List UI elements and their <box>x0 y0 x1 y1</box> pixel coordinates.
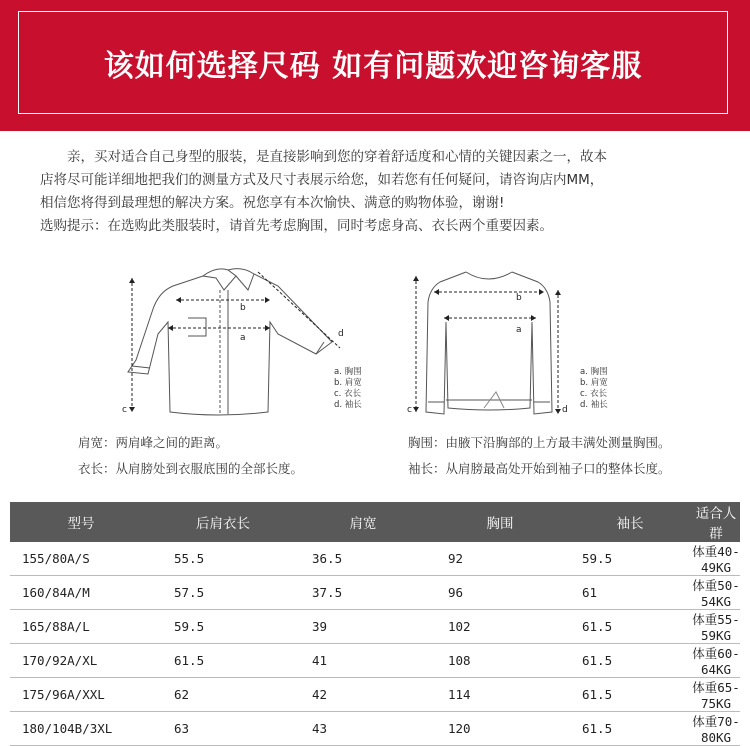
table-cell: 61.5 <box>152 644 294 678</box>
table-cell: 42 <box>294 678 432 712</box>
table-cell: 59.5 <box>152 610 294 644</box>
table-cell: 体重60-64KG <box>692 644 740 678</box>
sweater-label-c: c <box>407 405 412 415</box>
definitions-right <box>408 430 671 482</box>
shirt-label-d: d <box>338 329 344 339</box>
intro-line-1: 亲，买对适合自己身型的服装，是直接影响到您的穿着舒适度和心情的关键因素之一，故本 <box>67 149 607 165</box>
table-cell: 体重55-59KG <box>692 610 740 644</box>
table-cell: 37.5 <box>294 576 432 610</box>
banner-frame <box>18 11 728 114</box>
table-cell: 92 <box>432 542 568 576</box>
table-cell: 体重50-54KG <box>692 576 740 610</box>
definition-sleeve: 袖长：从肩膀最高处开始到袖子口的整体长度。 <box>408 461 671 476</box>
shirt-legend-item: a. 胸围 <box>334 367 362 377</box>
table-cell: 165/88A/L <box>10 610 152 644</box>
sweater-diagram <box>400 262 580 427</box>
table-cell: 36.5 <box>294 542 432 576</box>
shirt-legend-item: b. 肩宽 <box>334 378 362 388</box>
header-cell: 型号 <box>10 502 152 542</box>
table-row <box>10 712 740 746</box>
shirt-diagram <box>118 262 358 427</box>
table-cell: 62 <box>152 678 294 712</box>
table-cell: 61.5 <box>568 678 692 712</box>
header-cell: 肩宽 <box>294 502 432 542</box>
intro-line-4: 选购提示：在选购此类服装时，请首先考虑胸围，同时考虑身高、衣长两个重要因素。 <box>40 218 553 234</box>
table-cell: 体重70-80KG <box>692 712 740 746</box>
definitions-left <box>78 430 303 482</box>
table-row <box>10 576 740 610</box>
shirt-legend-item: d. 袖长 <box>334 400 362 410</box>
table-cell: 170/92A/XL <box>10 644 152 678</box>
header-banner <box>0 0 750 131</box>
shirt-legend-item: c. 衣长 <box>334 389 362 399</box>
header-cell: 袖长 <box>568 502 692 542</box>
table-cell: 59.5 <box>568 542 692 576</box>
sweater-legend-item: b. 肩宽 <box>580 378 608 388</box>
table-row <box>10 610 740 644</box>
sweater-legend <box>580 367 608 411</box>
table-cell: 102 <box>432 610 568 644</box>
header-cell: 后肩衣长 <box>152 502 294 542</box>
shirt-label-b: b <box>240 303 246 313</box>
shirt-label-c: c <box>122 405 127 415</box>
table-cell: 96 <box>432 576 568 610</box>
table-header-row <box>10 502 740 542</box>
intro-text <box>40 146 720 238</box>
table-cell: 43 <box>294 712 432 746</box>
intro-line-3: 相信您将得到最理想的解决方案。祝您享有本次愉快、满意的购物体验，谢谢! <box>40 195 505 211</box>
intro-line-2: 店将尽可能详细地把我们的测量方式及尺寸表展示给您，如若您有任何疑问，请咨询店内MM， <box>40 172 604 188</box>
sweater-label-a: a <box>516 325 522 335</box>
table-cell: 175/96A/XXL <box>10 678 152 712</box>
sweater-legend-item: d. 袖长 <box>580 400 608 410</box>
sweater-label-b: b <box>516 293 522 303</box>
sweater-label-d: d <box>562 405 568 415</box>
header-cell: 适合人群 <box>692 502 740 542</box>
table-row <box>10 678 740 712</box>
definition-length: 衣长：从肩膀处到衣服底围的全部长度。 <box>78 461 304 476</box>
table-cell: 61.5 <box>568 712 692 746</box>
table-cell: 57.5 <box>152 576 294 610</box>
shirt-legend <box>334 367 362 411</box>
table-cell: 41 <box>294 644 432 678</box>
definition-shoulder: 肩宽：两肩峰之间的距离。 <box>78 435 229 450</box>
sweater-legend-item: a. 胸围 <box>580 367 608 377</box>
shirt-label-a: a <box>240 333 246 343</box>
sweater-legend-item: c. 衣长 <box>580 389 608 399</box>
table-cell: 114 <box>432 678 568 712</box>
header-cell: 胸围 <box>432 502 568 542</box>
table-cell: 108 <box>432 644 568 678</box>
table-row <box>10 542 740 576</box>
banner-title: 该如何选择尺码 如有问题欢迎咨询客服 <box>103 48 643 84</box>
table-cell: 120 <box>432 712 568 746</box>
table-cell: 63 <box>152 712 294 746</box>
table-cell: 155/80A/S <box>10 542 152 576</box>
definition-chest: 胸围：由腋下沿胸部的上方最丰满处测量胸围。 <box>408 435 671 450</box>
table-cell: 39 <box>294 610 432 644</box>
table-cell: 体重40-49KG <box>692 544 740 575</box>
table-cell: 61.5 <box>568 610 692 644</box>
table-cell: 160/84A/M <box>10 576 152 610</box>
table-row <box>10 644 740 678</box>
table-cell: 180/104B/3XL <box>10 712 152 746</box>
table-cell: 61.5 <box>568 644 692 678</box>
table-cell: 体重65-75KG <box>692 678 740 712</box>
table-cell: 55.5 <box>152 542 294 576</box>
size-table <box>10 502 740 746</box>
table-cell: 61 <box>568 576 692 610</box>
